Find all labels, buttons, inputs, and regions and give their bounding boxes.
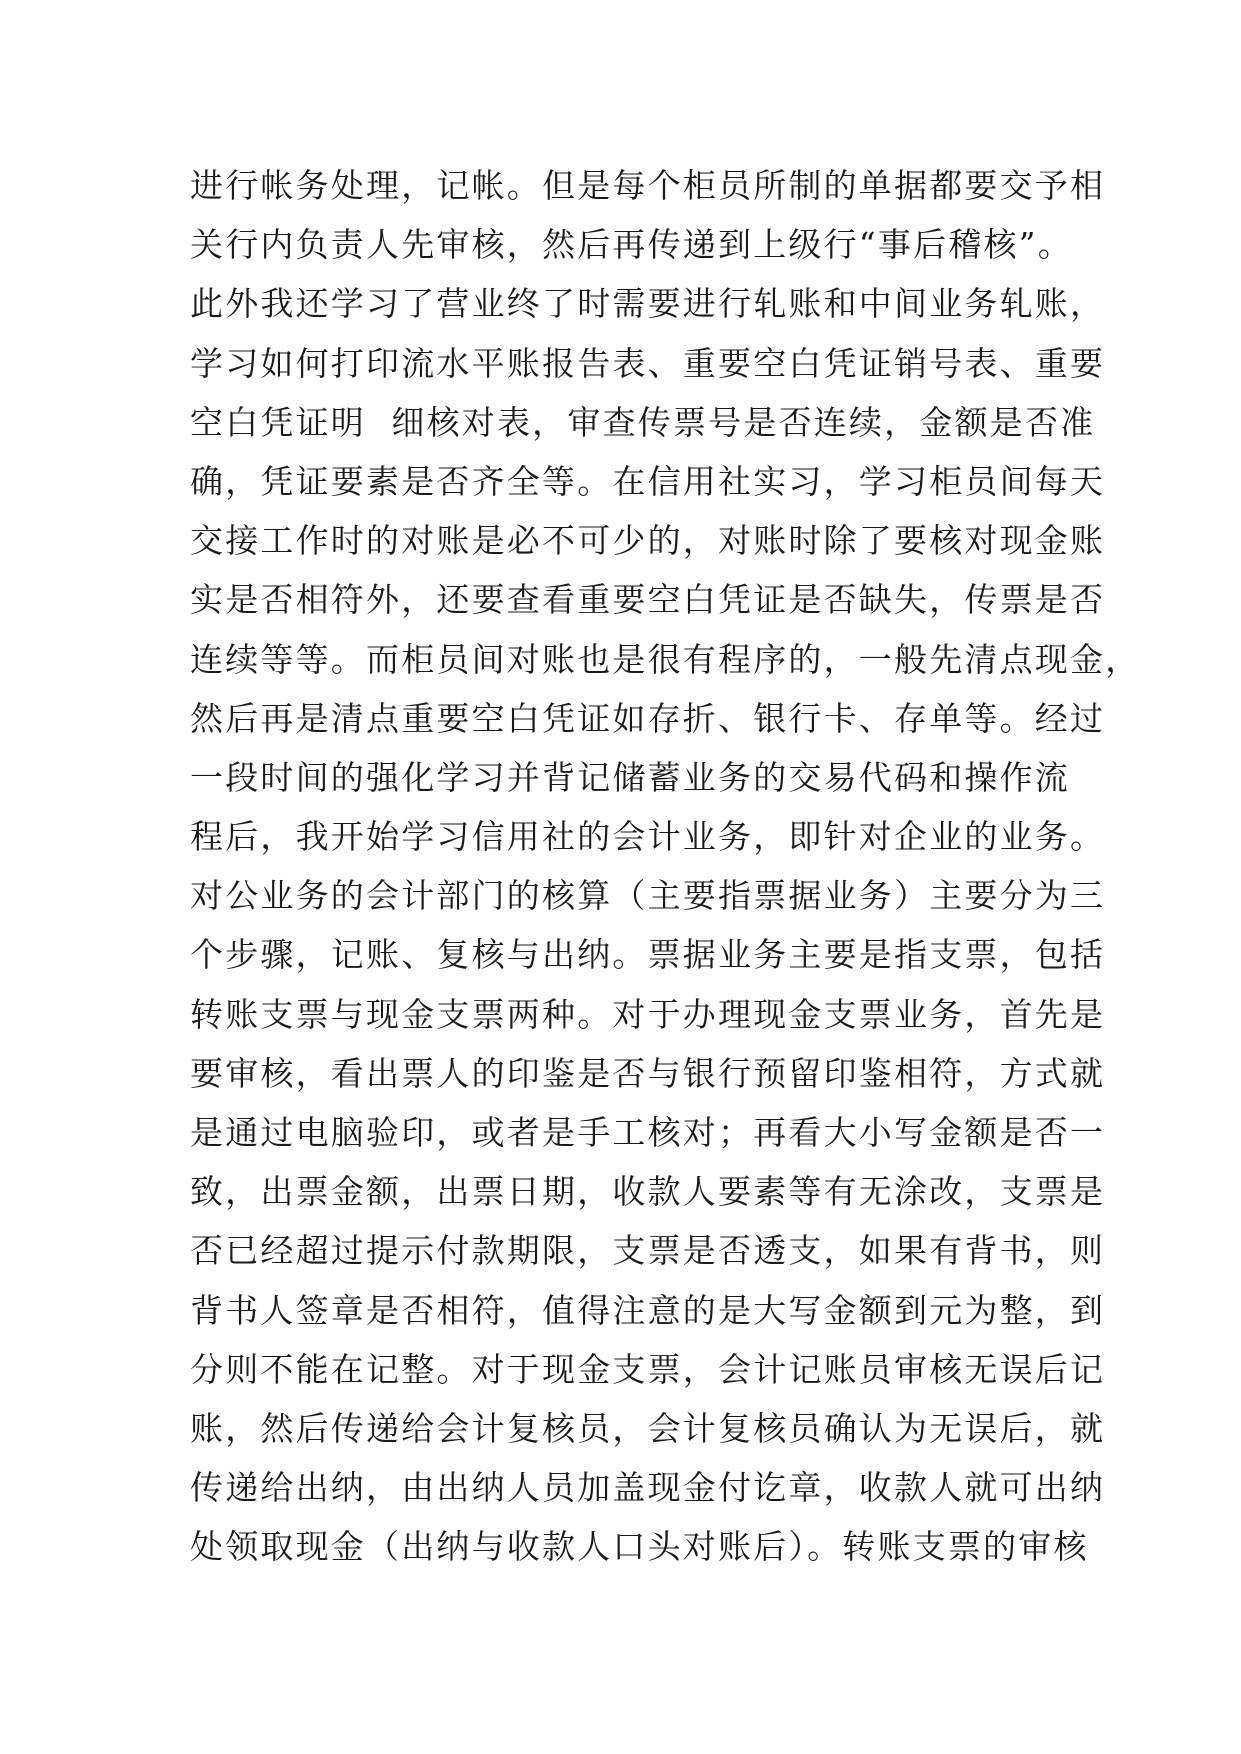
text-line: 处领取现金（出纳与收款人口头对账后）。转账支票的审核	[190, 1527, 1089, 1567]
text-line: 此外我还学习了营业终了时需要进行轧账和中间业务轧账，	[190, 284, 1106, 324]
text-line: 然后再是清点重要空白凭证如存折、银行卡、存单等。经过	[190, 698, 1106, 738]
text-line: 要审核，看出票人的印鉴是否与银行预留印鉴相符，方式就	[190, 1053, 1106, 1093]
text-line: 连续等等。而柜员间对账也是很有程序的，一般先清点现金，	[190, 639, 1141, 679]
text-line: 空白凭证明 细核对表，审查传票号是否连续，金额是否准	[190, 402, 1096, 442]
text-line: 进行帐务处理，记帐。但是每个柜员所制的单据都要交予相	[190, 166, 1106, 205]
text-line: 转账支票与现金支票两种。对于办理现金支票业务，首先是	[190, 994, 1106, 1034]
text-line: 传递给出纳，由出纳人员加盖现金付讫章，收款人就可出纳	[190, 1468, 1106, 1508]
text-line: 交接工作时的对账是必不可少的，对账时除了要核对现金账	[190, 521, 1106, 561]
text-line: 对公业务的会计部门的核算（主要指票据业务）主要分为三	[190, 876, 1106, 916]
text-line: 程后，我开始学习信用社的会计业务，即针对企业的业务。	[190, 817, 1106, 857]
text-line: 实是否相符外，还要查看重要空白凭证是否缺失，传票是否	[190, 580, 1106, 620]
text-line: 否已经超过提示付款期限，支票是否透支，如果有背书，则	[190, 1231, 1106, 1271]
text-line: 分则不能在记整。对于现金支票，会计记账员审核无误后记	[190, 1349, 1106, 1389]
text-line: 背书人签章是否相符，值得注意的是大写金额到元为整，到	[190, 1290, 1106, 1330]
body-text	[190, 156, 1141, 1577]
text-line: 致，出票金额，出票日期，收款人要素等有无涂改，支票是	[190, 1172, 1106, 1212]
text-line: 是通过电脑验印，或者是手工核对；再看大小写金额是否一	[190, 1113, 1106, 1152]
text-line: 个步骤，记账、复核与出纳。票据业务主要是指支票，包括	[190, 935, 1106, 975]
text-line: 学习如何打印流水平账报告表、重要空白凭证销号表、重要	[190, 343, 1106, 383]
text-line: 关行内负责人先审核，然后再传递到上级行“事后稽核”。	[190, 225, 1073, 265]
text-line: 确，凭证要素是否齐全等。在信用社实习，学习柜员间每天	[190, 461, 1106, 501]
text-line: 账，然后传递给会计复核员，会计复核员确认为无误后，就	[190, 1408, 1106, 1448]
text-line: 一段时间的强化学习并背记储蓄业务的交易代码和操作流	[190, 757, 1070, 797]
